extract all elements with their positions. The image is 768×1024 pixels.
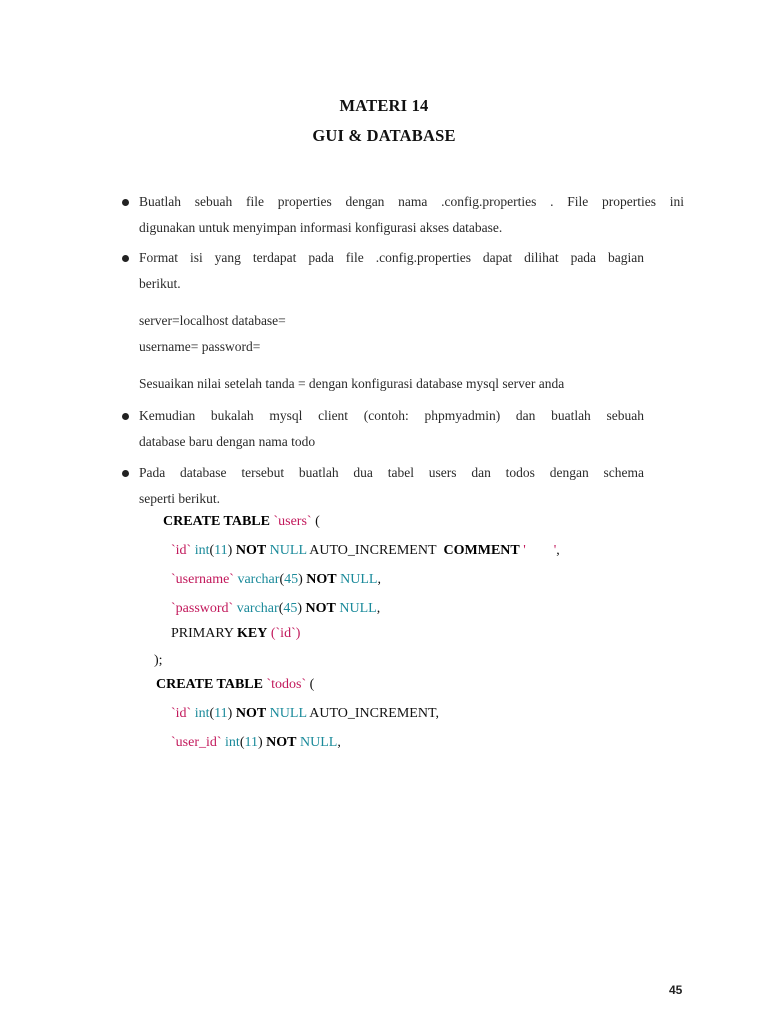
bullet-dot-3 [122,413,129,420]
bullet-text-1: Buatlah sebuah file properties dengan nama .config.properties . File properties ini digunakan untuk menyimpan informasi konfigurasi akses database. [139,194,684,235]
code-line-username: `username` varchar(45) NOT NULL, [171,572,381,587]
bullet-dot-1 [122,199,129,206]
page-subtitle: GUI & DATABASE [312,126,456,145]
code-line-create-todos: CREATE TABLE `todos` ( [156,677,315,692]
config-note: Sesuaikan nilai setelah tanda = dengan konfigurasi database mysql server anda [139,376,565,391]
code-line-password: `password` varchar(45) NOT NULL, [171,601,381,616]
code-line-user-id: `user_id` int(11) NOT NULL, [171,735,341,750]
config-line-2: username= password= [139,339,261,354]
bullet-text-3: Kemudian bukalah mysql client (contoh: phpmyadmin) dan buatlah sebuah database baru dengan nama todo [139,408,644,449]
code-line-close: ); [154,653,163,668]
code-line-primary-key: PRIMARY KEY (`id`) [171,626,301,641]
page-title: MATERI 14 [339,96,429,115]
code-line-id: `id` int(11) NOT NULL AUTO_INCREMENT COMMENT ' ', [171,543,560,558]
code-line-create-users: CREATE TABLE `users` ( [163,514,320,529]
bullet-text-2: Format isi yang terdapat pada file .config.properties dapat dilihat pada bagian berikut. [139,250,644,291]
bullet-dot-2 [122,255,129,262]
bullet-dot-4 [122,470,129,477]
config-line-1: server=localhost database= [139,313,286,328]
page-number: 45 [669,983,683,997]
bullet-text-4: Pada database tersebut buatlah dua tabel users dan todos dengan schema seperti berikut. [139,465,644,506]
code-line-todos-id: `id` int(11) NOT NULL AUTO_INCREMENT, [171,706,439,721]
